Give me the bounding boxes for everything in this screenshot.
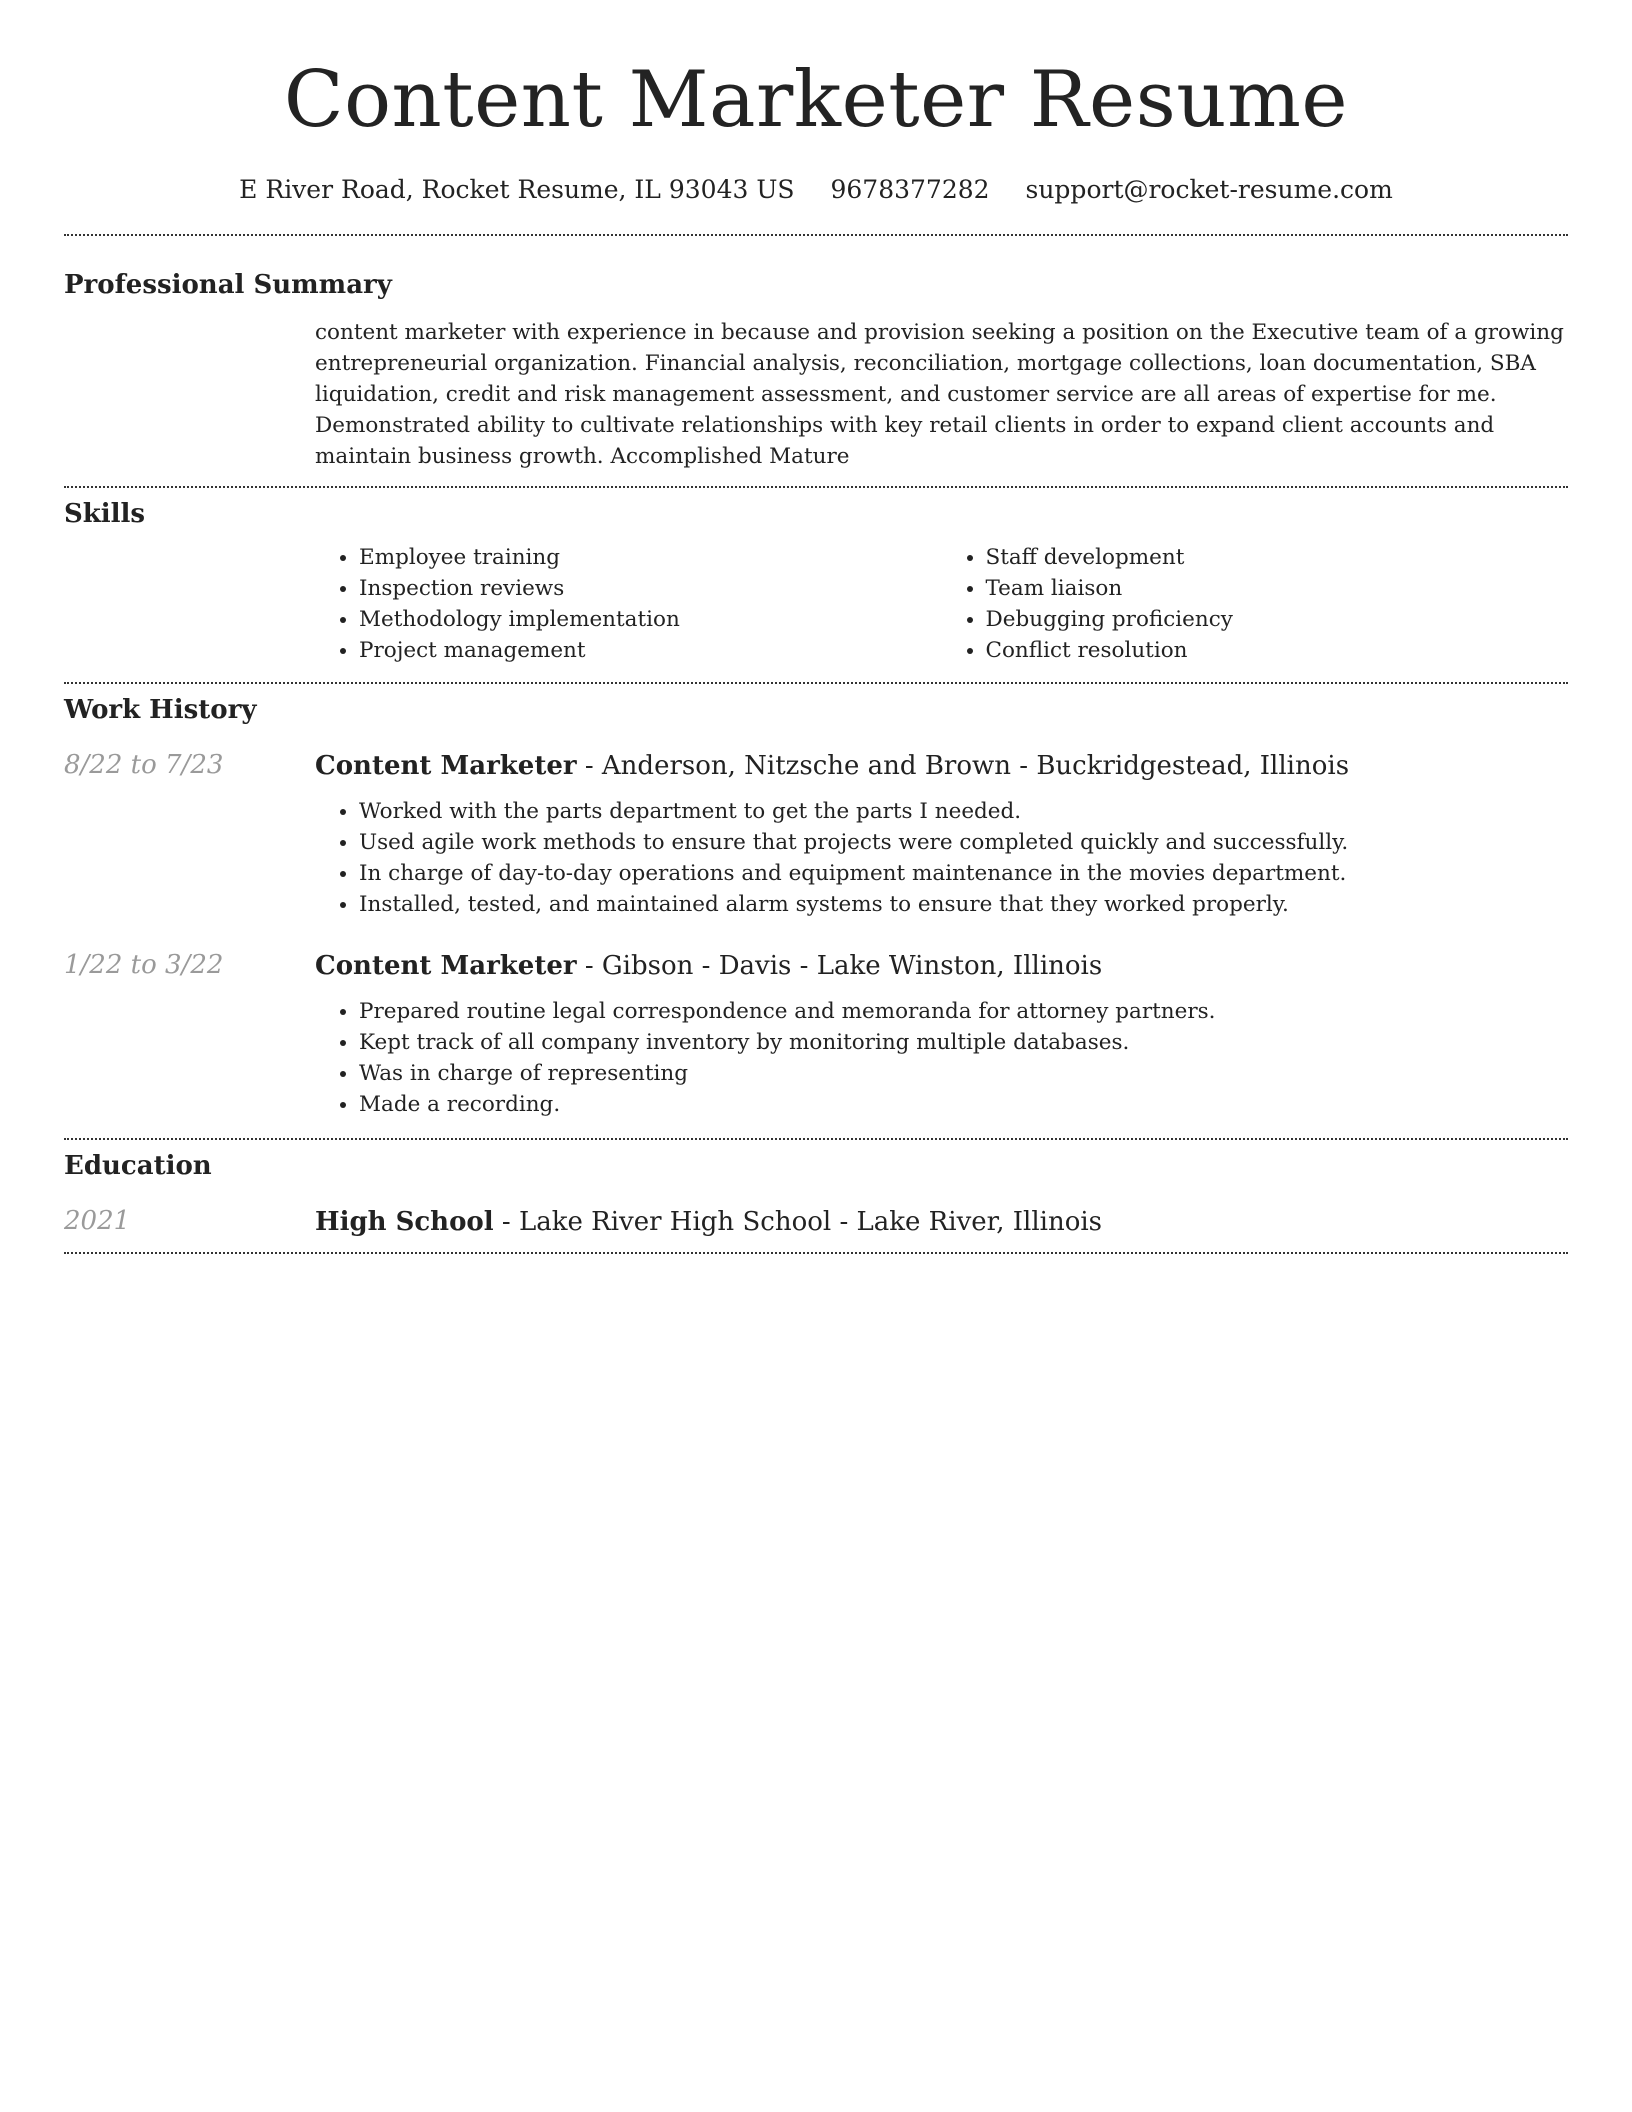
summary-text: content marketer with experience in because and provision seeking a position on the Executive team of a growing entrepreneurial organization. Financial analysis, reconciliation, mortgage collections, loan documentation, SBA liquidation, credit and risk management assessment, and customer service are all areas of expertise for me. Demonstrated ability to cultivate relationships with key retail clients in order to expand client accounts and maintain business growth. Accomplished Mature [315,320,1564,469]
skills-section [64,488,1568,666]
skill-item: • Staff development [986,542,1569,573]
job-position: Content Marketer [315,751,577,781]
summary-body [315,317,1568,472]
skill-item: • Project management [359,635,942,666]
job-bullet: • Prepared routine legal correspondence and memoranda for attorney partners. [359,996,1568,1027]
summary-left-spacer [64,317,315,472]
job-entry [64,750,1568,920]
contact-line [64,174,1568,206]
job-title [315,950,1568,982]
contact-phone: 9678377282 [830,175,990,204]
summary-row [64,317,1568,472]
education-degree: High School [315,1207,494,1237]
work-heading: Work History [64,695,257,725]
job-entry [64,950,1568,1120]
resume-header [64,0,1568,206]
job-employer: - Gibson - Davis - Lake Winston, Illinois [576,951,1103,981]
education-section [64,1140,1568,1238]
skills-left-spacer [64,542,315,666]
summary-section [64,236,1568,472]
skill-item: • Debugging proficiency [986,604,1569,635]
job-title [315,750,1568,782]
resume-title: Content Marketer Resume [283,55,1349,145]
skill-item: • Employee training [359,542,942,573]
summary-heading: Professional Summary [64,270,392,300]
job-bullets [315,996,1568,1120]
education-title [315,1206,1568,1238]
skills-list-right [942,542,1569,666]
skills-grid [315,542,1568,666]
contact-email: support@rocket-resume.com [1025,175,1393,204]
job-dates: 1/22 to 3/22 [64,950,224,980]
job-bullet: • In charge of day-to-day operations and equipment maintenance in the movies department. [359,858,1568,889]
job-dates: 8/22 to 7/23 [64,750,224,780]
divider [64,1252,1568,1254]
job-bullet: • Was in charge of representing [359,1058,1568,1089]
job-bullets [315,796,1568,920]
skill-item: • Inspection reviews [359,573,942,604]
education-year: 2021 [64,1206,131,1236]
skill-item: • Conflict resolution [986,635,1569,666]
skill-item: • Team liaison [986,573,1569,604]
education-body [315,1206,1568,1238]
contact-address: E River Road, Rocket Resume, IL 93043 US [239,175,795,204]
job-bullet: • Kept track of all company inventory by monitoring multiple databases. [359,1027,1568,1058]
job-employer: - Anderson, Nitzsche and Brown - Buckridgestead, Illinois [576,751,1350,781]
job-bullet: • Made a recording. [359,1089,1568,1120]
job-body [315,750,1568,920]
skills-row [64,542,1568,666]
education-entry [64,1206,1568,1238]
work-section [64,684,1568,1120]
job-bullet: • Used agile work methods to ensure that projects were completed quickly and successfully. [359,827,1568,858]
skill-item: • Methodology implementation [359,604,942,635]
job-body [315,950,1568,1120]
job-bullet: • Installed, tested, and maintained alarm systems to ensure that they worked properly. [359,889,1568,920]
skills-list-left [315,542,942,666]
job-bullet: • Worked with the parts department to get the parts I needed. [359,796,1568,827]
job-position: Content Marketer [315,951,577,981]
education-school: - Lake River High School - Lake River, Illinois [493,1207,1103,1237]
education-heading: Education [64,1151,212,1181]
skills-heading: Skills [64,499,146,529]
